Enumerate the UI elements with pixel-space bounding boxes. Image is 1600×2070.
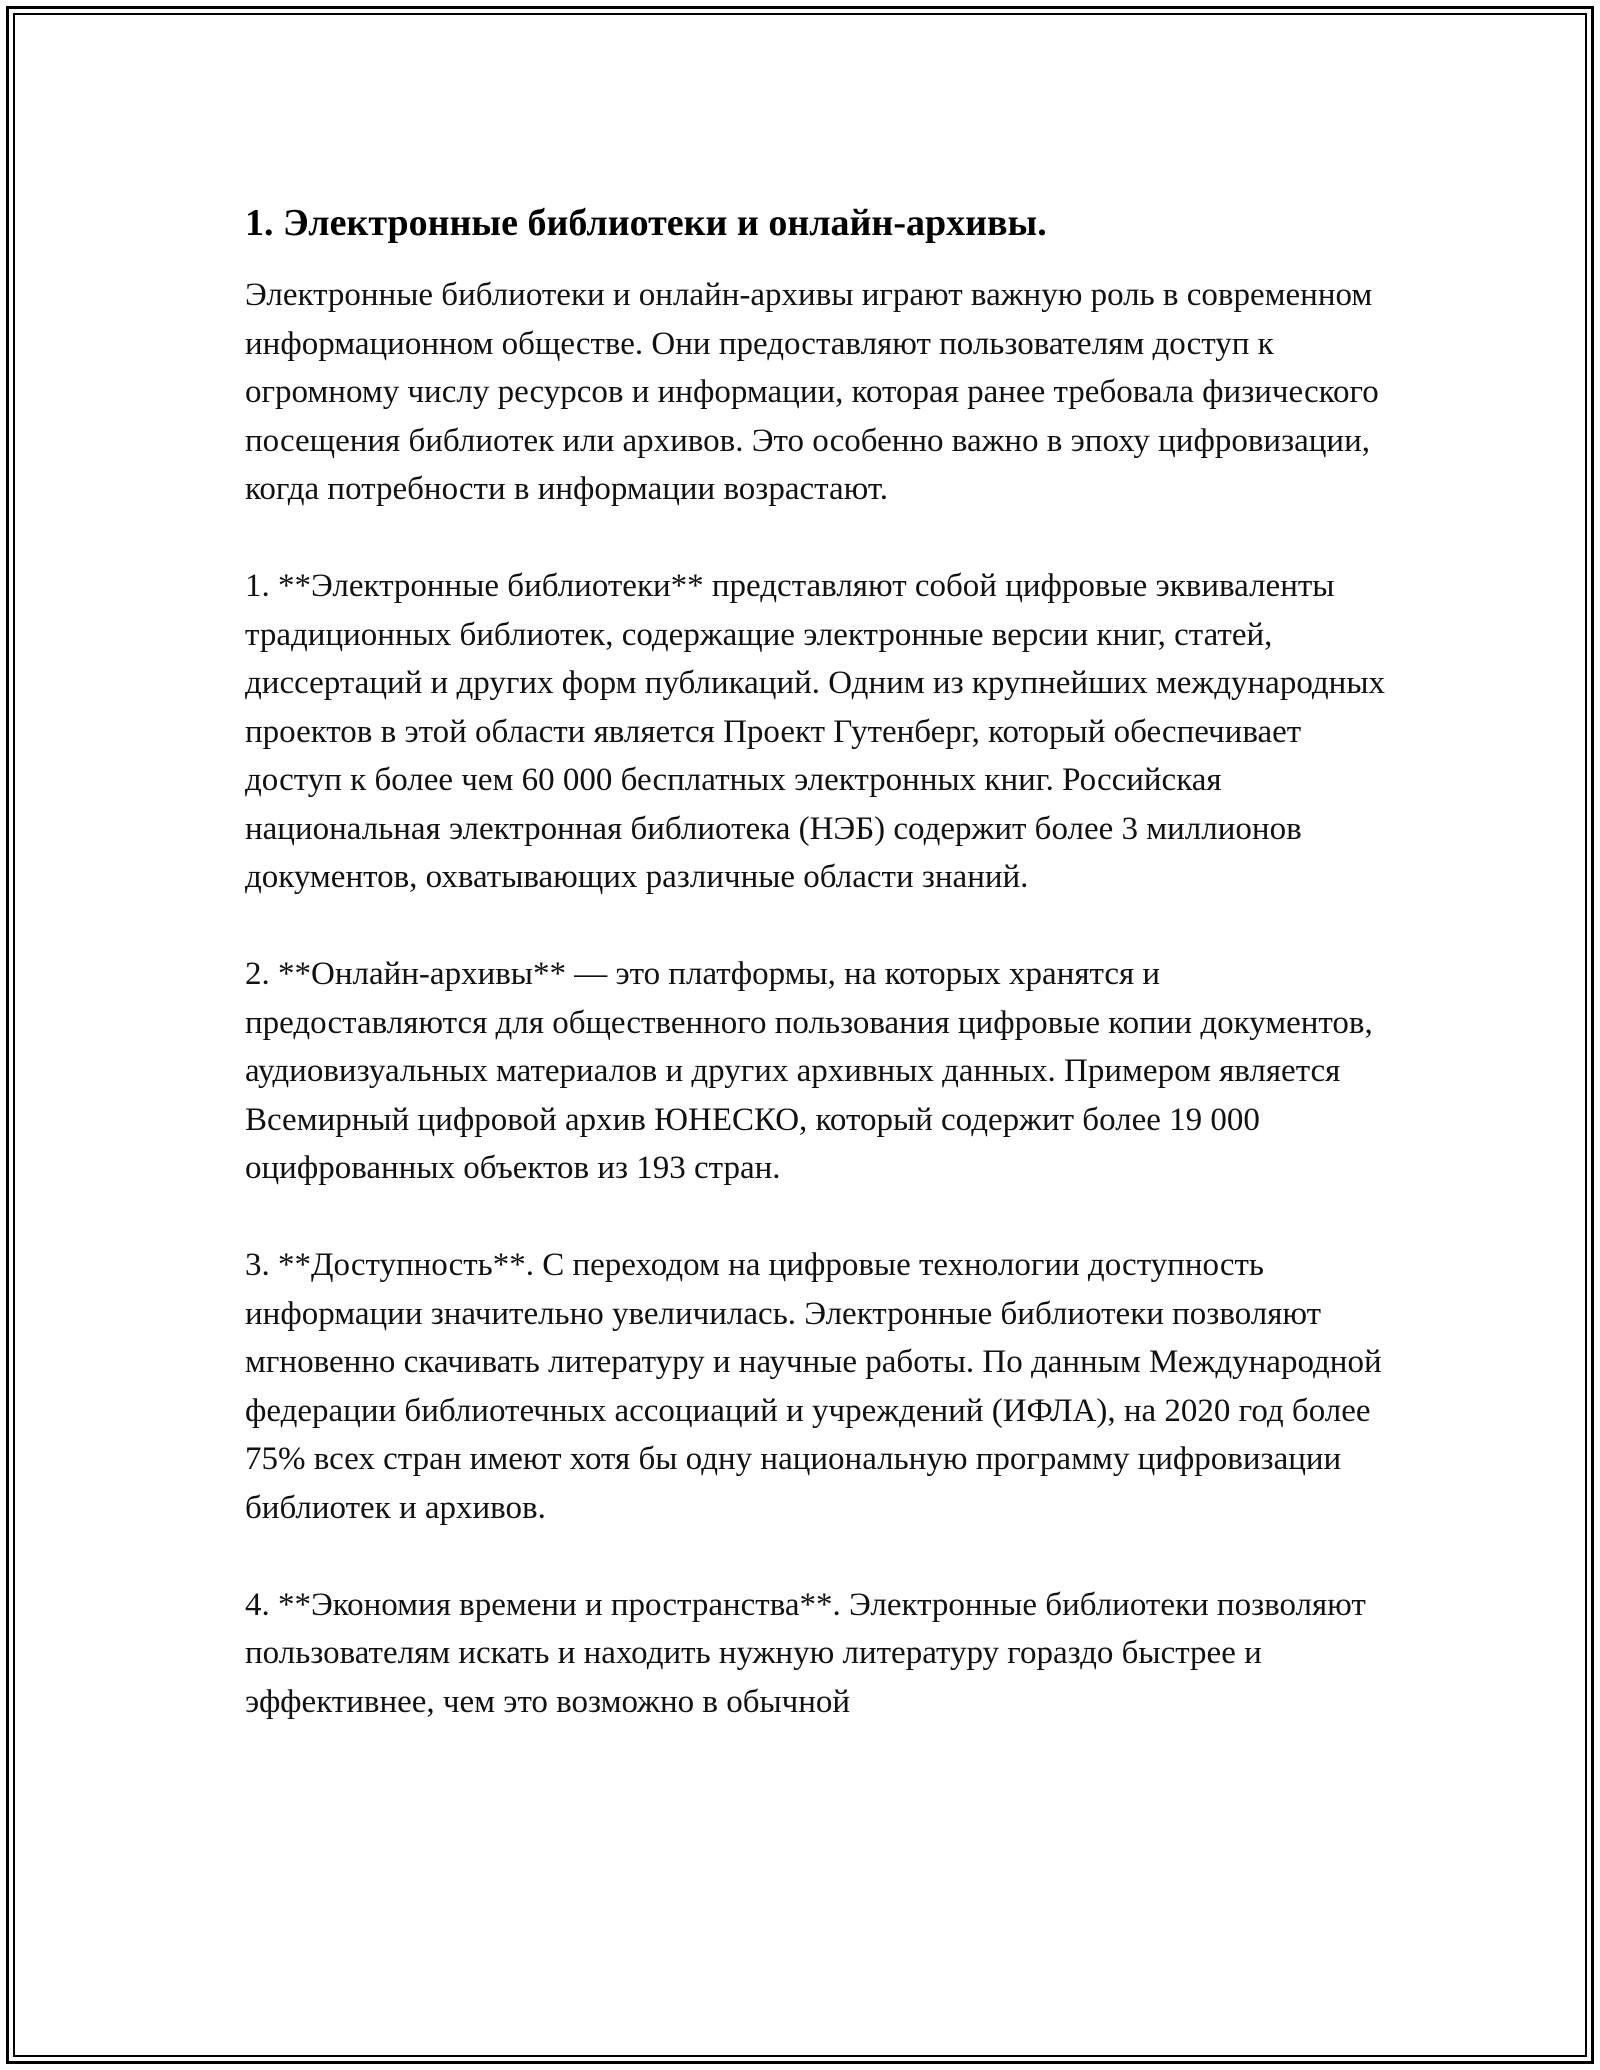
- paragraph-item-1: 1. **Электронные библиотеки** представляют собой цифровые эквиваленты традиционных библиотек, содержащие электронные версии книг, статей, диссертаций и других форм публикаций. Одним из крупнейших международных проектов в этой области является Проект Гутенберг, который обеспечивает доступ к более чем 60 000 бесплатных электронных книг. Российская национальная электронная библиотека (НЭБ) содержит более 3 миллионов документов, охватывающих различные области знаний.: [245, 568, 1385, 895]
- section-heading: 1. Электронные библиотеки и онлайн-архивы.: [245, 202, 1047, 244]
- paragraph-item-2: 2. **Онлайн-архивы** — это платформы, на которых хранятся и предоставляются для общественного пользования цифровые копии документов, аудиовизуальных материалов и других архивных данных. Примером является Всемирный цифровой архив ЮНЕСКО, который содержит более 19 000 оцифрованных объектов из 193 стран.: [245, 956, 1373, 1186]
- paragraph-item-4: 4. **Экономия времени и пространства**. Электронные библиотеки позволяют пользователям искать и находить нужную литературу гораздо быстрее и эффективнее, чем это возможно в обычной: [245, 1586, 1366, 1720]
- page-frame: [6, 6, 1594, 2064]
- paragraph-intro: Электронные библиотеки и онлайн-архивы играют важную роль в современном информационном обществе. Они предоставляют пользователям доступ к огромному числу ресурсов и информации, которая ранее требовала физического посещения библиотек или архивов. Это особенно важно в эпоху цифровизации, когда потребности в информации возрастают.: [245, 277, 1379, 507]
- document-body: [245, 199, 1395, 1726]
- paragraph-item-3: 3. **Доступность**. С переходом на цифровые технологии доступность информации значительно увеличилась. Электронные библиотеки позволяют мгновенно скачивать литературу и научные работы. По данным Международной федерации библиотечных ассоциаций и учреждений (ИФЛА), на 2020 год более 75% всех стран имеют хотя бы одну национальную программу цифровизации библиотек и архивов.: [245, 1247, 1382, 1526]
